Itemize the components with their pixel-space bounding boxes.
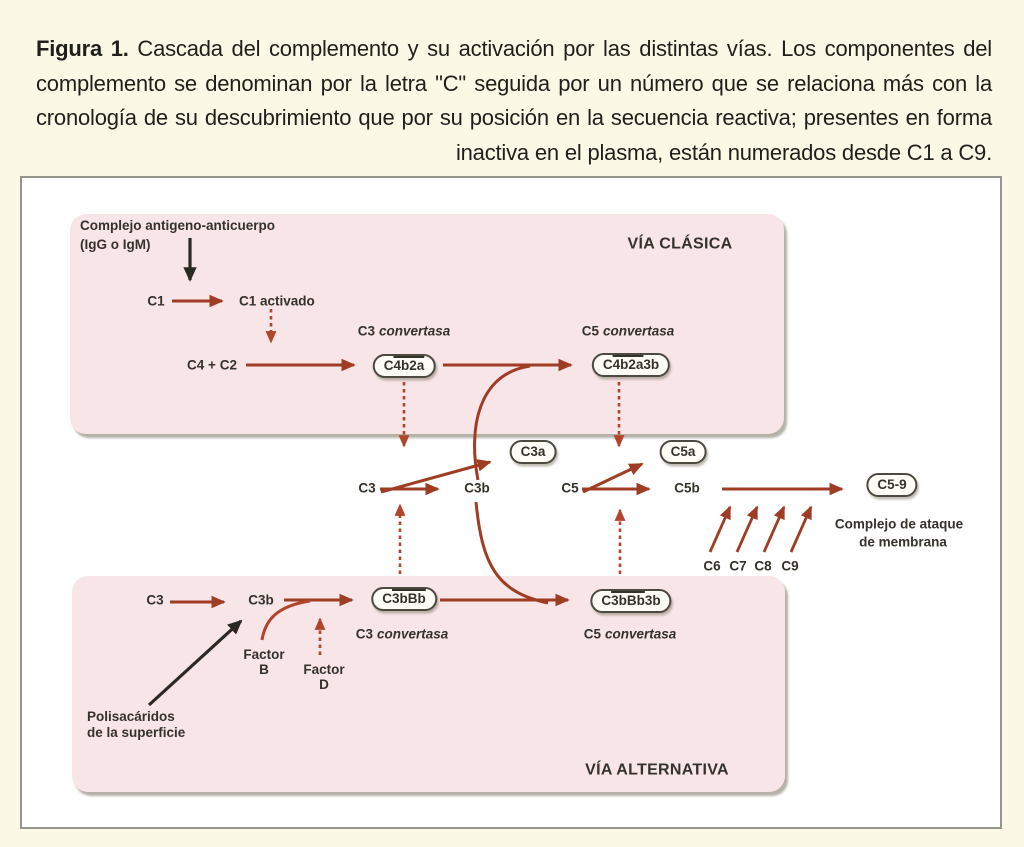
oval-c4b2a3b-bar: 4b2a <box>612 357 644 372</box>
figure-caption-label: Figura 1. <box>36 36 129 61</box>
alt-c5-convertase-word: convertasa <box>604 626 677 642</box>
oval-c4b2a-pre: C <box>383 358 394 373</box>
alt-c3-convertase-word: convertasa <box>376 626 449 642</box>
oval-c4b2a3b-pre: C <box>602 357 613 372</box>
oval-c4b2a3b-post: 3b <box>643 357 660 372</box>
factor-b-letter: B <box>259 662 269 677</box>
c3-label: C3 <box>358 480 376 496</box>
arrow-c7-join <box>737 507 757 552</box>
c5-convertase-word: convertasa <box>602 323 675 339</box>
oval-c4b2a-bar: 4b2a <box>393 358 425 373</box>
diagram-panel <box>20 176 1002 829</box>
c5-label: C5 <box>561 480 579 496</box>
factor-d-label <box>303 662 344 692</box>
oval-c4b2a <box>373 354 436 378</box>
oval-c3bBb-bar: 3bBb <box>392 591 426 606</box>
alt-c3b-label: C3b <box>248 592 274 608</box>
arrow-c8-join <box>764 507 784 552</box>
membrane-attack-label-line1: Complejo de ataque <box>834 516 964 532</box>
factor-d-letter: D <box>319 677 329 692</box>
c3-convertase-number: C3 <box>357 323 375 339</box>
c7-label: C7 <box>729 558 747 574</box>
oval-c3bBb3b-pre: C <box>601 593 612 608</box>
antigen-complex-label-line1: Complejo antigeno-anticuerpo <box>80 218 276 233</box>
antigen-complex-label-line2: (IgG o IgM) <box>80 237 151 252</box>
c1-label: C1 <box>147 293 165 309</box>
oval-c5-9 <box>866 473 917 497</box>
classical-pathway-title: VÍA CLÁSICA <box>627 235 733 253</box>
c6-label: C6 <box>703 558 721 574</box>
c5-convertase-label-classical <box>582 324 675 339</box>
figure-caption <box>36 32 992 170</box>
alt-c3-convertase-number: C3 <box>355 626 373 642</box>
c3-convertase-label-classical <box>358 324 451 339</box>
figure-caption-text: Cascada del complemento y su activación por las distintas vías. Los componentes del complemento se denominan por la letra "C" seguida por un número que se relaciona más con la cronología de su descubrimiento que por su posición en la secuencia reactiva; presentes en forma inactiva en el plasma, están numerados desde C1 a C9. <box>36 36 992 165</box>
oval-c5-9-text: C5-9 <box>877 477 907 492</box>
membrane-attack-label-line2: de membrana <box>859 534 947 550</box>
oval-c4b2a3b <box>592 353 670 377</box>
arc-c3b-joins-alt-c5-convertase <box>476 502 548 603</box>
arrow-c9-join <box>791 507 811 552</box>
factor-b-label <box>243 647 284 677</box>
alt-c5-convertase-number: C5 <box>583 626 601 642</box>
c5-convertase-label-alternative <box>584 627 677 642</box>
c9-label: C9 <box>781 558 799 574</box>
alt-c3-label: C3 <box>146 592 164 608</box>
polysaccharides-label-line1: Polisacáridos <box>87 709 175 724</box>
c4-plus-c2-label: C4 + C2 <box>187 357 237 373</box>
c5b-label: C5b <box>674 480 700 496</box>
oval-c3a-text: C3a <box>520 444 546 459</box>
factor-b-word: Factor <box>243 647 285 662</box>
c3b-label: C3b <box>464 480 490 496</box>
c5-convertase-number: C5 <box>581 323 599 339</box>
oval-c5a-text: C5a <box>670 444 696 459</box>
oval-c3bBb3b-post: 3b <box>644 593 661 608</box>
oval-c3bBb-pre: C <box>382 591 392 606</box>
oval-c3bBb3b <box>590 589 671 613</box>
oval-c3a <box>510 440 557 464</box>
factor-d-word: Factor <box>303 662 345 677</box>
oval-c3bBb3b-bar: 3bBb <box>611 593 645 608</box>
c8-label: C8 <box>754 558 772 574</box>
oval-c5a <box>660 440 707 464</box>
polysaccharides-label-line2: de la superficie <box>87 725 186 740</box>
alternative-pathway-title: VÍA ALTERNATIVA <box>585 761 729 779</box>
c3-convertase-label-alternative <box>356 627 449 642</box>
c3-convertase-word: convertasa <box>378 323 451 339</box>
c1-activated-label: C1 activado <box>239 293 315 309</box>
arrow-polysaccharides-to-c3b <box>149 621 241 705</box>
oval-c3bBb <box>371 587 437 611</box>
arrow-c6-join <box>710 507 730 552</box>
